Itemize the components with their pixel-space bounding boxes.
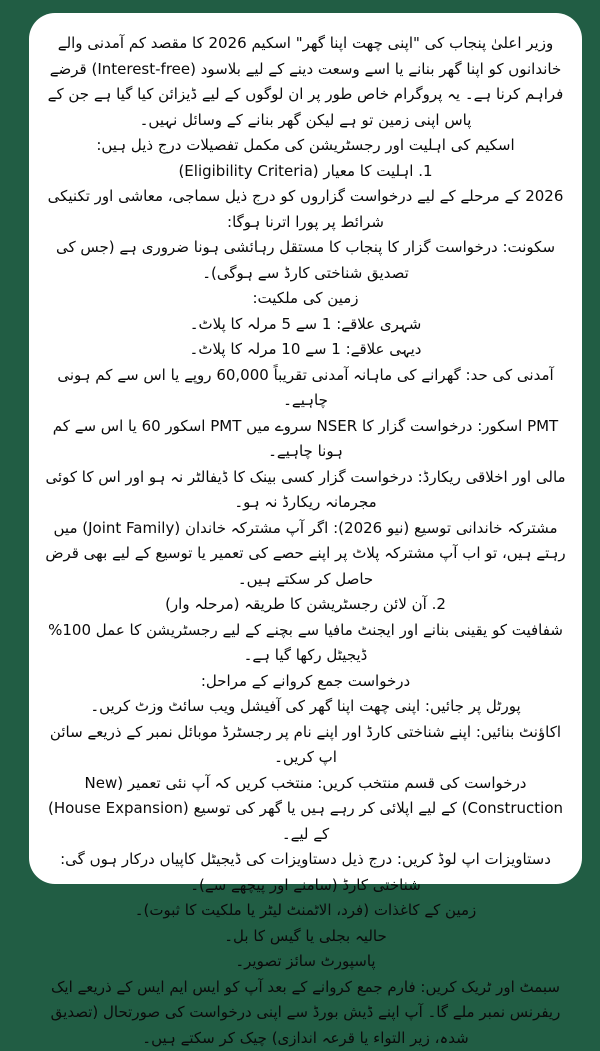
section-heading-registration: 2. آن لائن رجسٹریشن کا طریقہ (مرحلہ وار) bbox=[41, 592, 570, 618]
scheme-document-page bbox=[29, 13, 582, 884]
document-id-card: شناختی کارڈ (سامنے اور پیچھے سے)۔ bbox=[41, 873, 570, 899]
document-body bbox=[41, 31, 570, 1051]
pmt-score-rule: PMT اسکور: درخواست گزار کا NSER سروے میں PMT اسکور 60 یا اس سے کم ہونا چاہیے۔ bbox=[41, 414, 570, 465]
section-heading-eligibility: 1. اہلیت کا معیار (Eligibility Criteria) bbox=[41, 159, 570, 185]
document-photo: پاسپورٹ سائز تصویر۔ bbox=[41, 949, 570, 975]
step-select-application-type: درخواست کی قسم منتخب کریں: منتخب کریں کہ آپ نئی تعمیر (New Construction) کے لیے اپلائی کر رہے ہیں یا گھر کی توسیع (House Expansion) کے لیے۔ bbox=[41, 771, 570, 848]
urban-plot-rule: شہری علاقے: 1 سے 5 مرلہ کا پلاٹ۔ bbox=[41, 312, 570, 338]
joint-family-rule: مشترکہ خاندانی توسیع (نیو 2026): اگر آپ مشترکہ خاندان (Joint Family) میں رہتے ہیں، تو اب آپ مشترکہ پلاٹ پر اپنے حصے کی تعمیر یا توسیع کے لیے بھی قرض حاصل کر سکتے ہیں۔ bbox=[41, 516, 570, 593]
income-limit-rule: آمدنی کی حد: گھرانے کی ماہانہ آمدنی تقریباً 60,000 روپے یا اس سے کم ہونی چاہیے۔ bbox=[41, 363, 570, 414]
step-visit-portal: پورٹل پر جائیں: اپنی چھت اپنا گھر کی آفیشل ویب سائٹ وزٹ کریں۔ bbox=[41, 694, 570, 720]
intro-paragraph: وزیر اعلیٰ پنجاب کی "اپنی چھت اپنا گھر" اسکیم 2026 کا مقصد کم آمدنی والے خاندانوں کو اپنا گھر بنانے یا اسے وسعت دینے کے لیے بلاسود (Interest-free) قرضے فراہم کرنا ہے۔ یہ پروگرام خاص طور پر ان لوگوں کے لیے ڈیزائن کیا گیا ہے جن کے پاس اپنی زمین تو ہے لیکن گھر بنانے کے وسائل نہیں۔ bbox=[41, 31, 570, 133]
step-submit-and-track: سبمٹ اور ٹریک کریں: فارم جمع کروانے کے بعد آپ کو ایس ایم ایس کے ذریعے ایک ریفرنس نمبر ملے گا۔ آپ اپنے ڈیش بورڈ سے اپنی درخواست کی صورتحال (تصدیق شدہ، زیر التواء یا قرعہ اندازی) چیک کر سکتے ہیں۔ bbox=[41, 975, 570, 1051]
financial-record-rule: مالی اور اخلاقی ریکارڈ: درخواست گزار کسی بینک کا ڈیفالٹر نہ ہو اور اس کا کوئی مجرمانہ ریکارڈ نہ ہو۔ bbox=[41, 465, 570, 516]
document-utility-bill: حالیہ بجلی یا گیس کا بل۔ bbox=[41, 924, 570, 950]
digital-process-note: شفافیت کو یقینی بنانے اور ایجنٹ مافیا سے بچنے کے لیے رجسٹریشن کا عمل 100% ڈیجیٹل رکھا گیا ہے۔ bbox=[41, 618, 570, 669]
application-steps-heading: درخواست جمع کروانے کے مراحل: bbox=[41, 669, 570, 695]
eligibility-intro: 2026 کے مرحلے کے لیے درخواست گزاروں کو درج ذیل سماجی، معاشی اور تکنیکی شرائط پر پورا اترنا ہوگا: bbox=[41, 184, 570, 235]
details-lead-line: اسکیم کی اہلیت اور رجسٹریشن کی مکمل تفصیلات درج ذیل ہیں: bbox=[41, 133, 570, 159]
land-ownership-heading: زمین کی ملکیت: bbox=[41, 286, 570, 312]
step-create-account: اکاؤنٹ بنائیں: اپنے شناختی کارڈ اور اپنے نام پر رجسٹرڈ موبائل نمبر کے ذریعے سائن اپ کریں۔ bbox=[41, 720, 570, 771]
document-land-papers: زمین کے کاغذات (فرد، الاٹمنٹ لیٹر یا ملکیت کا ثبوت)۔ bbox=[41, 898, 570, 924]
rural-plot-rule: دیہی علاقے: 1 سے 10 مرلہ کا پلاٹ۔ bbox=[41, 337, 570, 363]
step-upload-documents: دستاویزات اپ لوڈ کریں: درج ذیل دستاویزات کی ڈیجیٹل کاپیاں درکار ہوں گی: bbox=[41, 847, 570, 873]
residency-requirement: سکونت: درخواست گزار کا پنجاب کا مستقل رہائشی ہونا ضروری ہے (جس کی تصدیق شناختی کارڈ سے ہوگی)۔ bbox=[41, 235, 570, 286]
